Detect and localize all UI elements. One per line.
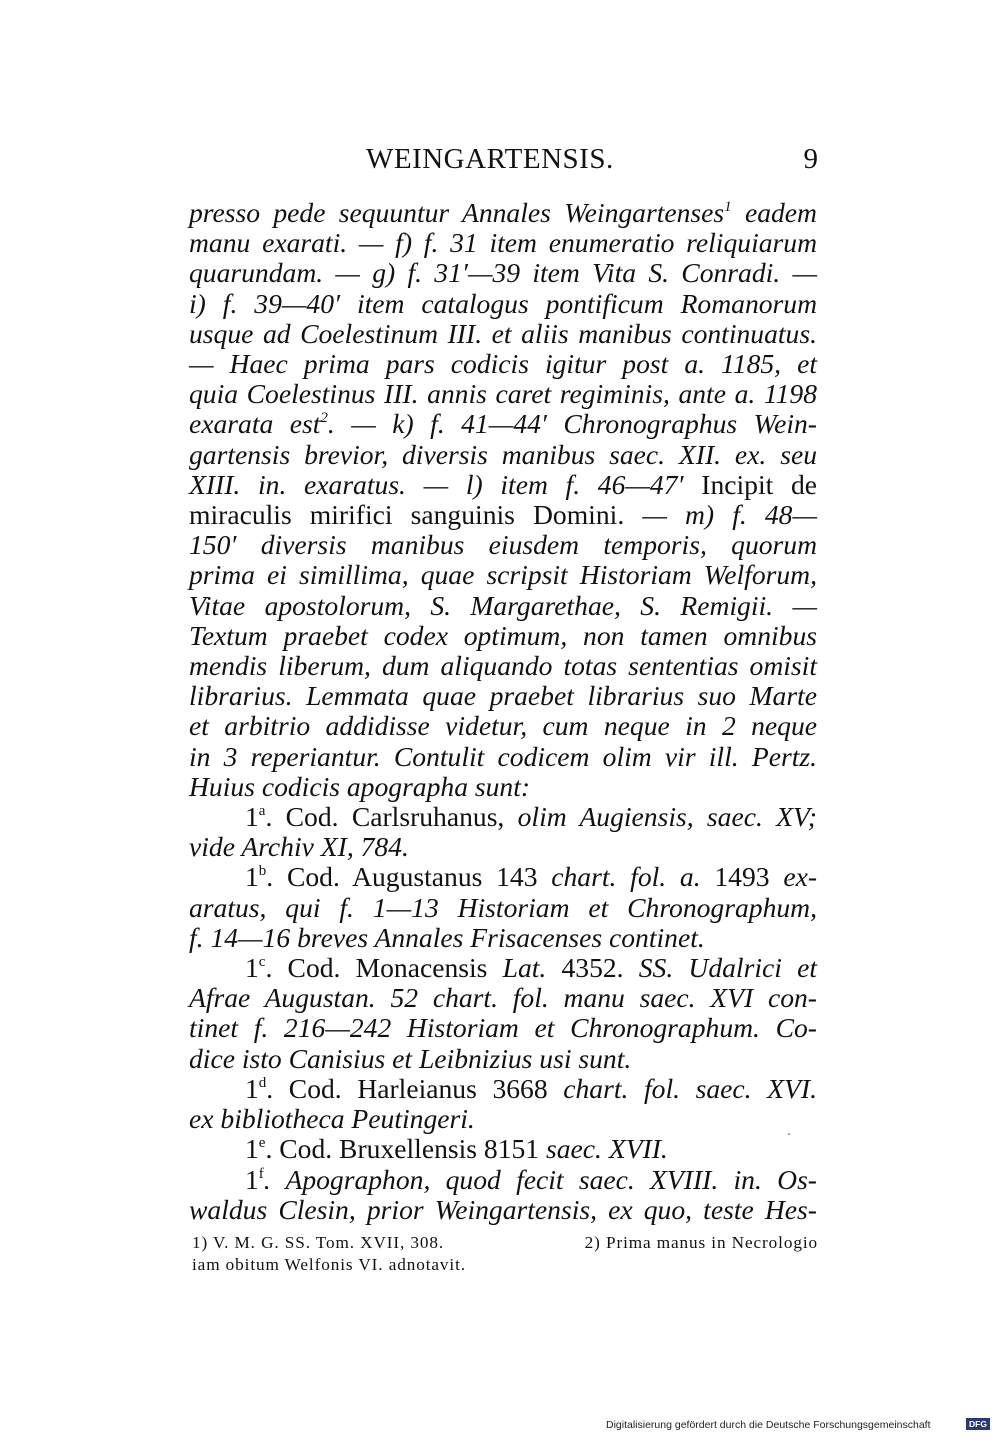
- apographon-entry: 1e. Cod. Bruxellensis 8151 saec. XVII.: [245, 1133, 668, 1165]
- text-line: prima ei simillima, quae scripsit Historiam Welforum,: [189, 559, 817, 591]
- text-line: XIII. in. exaratus. — l) item f. 46—47′ Incipit de: [189, 468, 817, 500]
- text-line: — Haec prima pars codicis igitur post a. 1185, et: [189, 348, 817, 380]
- text-line: usque ad Coelestinum III. et aliis manibus continuatus.: [189, 317, 817, 349]
- apographon-entry-cont: dice isto Canisius et Leibnizius usi sunt.: [189, 1042, 632, 1074]
- text-line: librarius. Lemmata quae praebet librarius suo Marte: [189, 680, 817, 712]
- text-line: exarata est$^2$. — k) f. 41—44′ Chronographus Wein-: [189, 408, 817, 440]
- speck-mark: [788, 1133, 790, 1135]
- text-line: miraculis mirifici sanguinis Domini. — m) f. 48—: [189, 499, 817, 531]
- running-header: [190, 143, 818, 183]
- text-line: presso pede sequuntur Annales Weingartenses$^1$ eadem: [189, 197, 817, 228]
- apographon-entry: 1$^b$. Cod. Augustanus 143 chart. fol. a. 1493 ex-: [245, 861, 818, 893]
- footnote-ref: 2: [320, 410, 328, 427]
- apographon-entry-cont: waldus Clesin, prior Weingartensis, ex quo, teste Hes-: [189, 1193, 817, 1225]
- apographon-entry: 1$^c$. Cod. Monacensis Lat. 4352. SS. Udalrici et: [245, 952, 817, 984]
- text-line: Huius codicis apographa sunt:: [189, 770, 531, 802]
- footnote-2-continued: iam obitum Welfonis VI. adnotavit.: [192, 1255, 466, 1274]
- apographon-entry-cont: tinet f. 216—242 Historiam et Chronographum. Co-: [189, 1012, 817, 1044]
- apographon-entry-cont: ex bibliotheca Peutingeri.: [189, 1103, 475, 1135]
- footnote-ref: 1: [724, 199, 732, 215]
- page-number: 9: [803, 143, 818, 175]
- text-line: 150′ diversis manibus eiusdem temporis, quorum: [189, 529, 817, 561]
- apographon-entry-cont: aratus, qui f. 1—13 Historiam et Chronographum,: [189, 891, 817, 923]
- apographon-entry: 1$^a$. Cod. Carlsruhanus, olim Augiensis, saec. XV;: [245, 801, 817, 833]
- apographon-entry: 1$^d$. Cod. Harleianus 3668 chart. fol. saec. XVI.: [245, 1072, 817, 1104]
- footnote-2: 2) Prima manus in Necrologio: [584, 1233, 818, 1252]
- text-line: quia Coelestinus III. annis caret regiminis, ante a. 1198: [189, 378, 817, 410]
- apographon-entry-cont: Afrae Augustan. 52 chart. fol. manu saec. XVI con-: [189, 982, 817, 1014]
- text-line: Vitae apostolorum, S. Margarethae, S. Remigii. —: [189, 589, 817, 621]
- text-line: i) f. 39—40′ item catalogus pontificum Romanorum: [189, 287, 817, 319]
- footnotes: [192, 1232, 818, 1276]
- text-line: in 3 reperiantur. Contulit codicem olim vir ill. Pertz.: [189, 740, 817, 772]
- apographon-entry-cont: vide Archiv XI, 784.: [189, 831, 409, 863]
- apographon-entry: 1$^f$. Apographon, quod fecit saec. XVIII. in. Os-: [245, 1163, 817, 1195]
- text-line: et arbitrio addidisse videtur, cum neque in 2 neque: [189, 710, 817, 742]
- text-line: manu exarati. — f) f. 31 item enumeratio reliquiarum: [189, 227, 817, 259]
- text-line: Textum praebet codex optimum, non tamen omnibus: [189, 619, 817, 651]
- dfg-logo: DFG: [966, 1418, 990, 1430]
- running-title: WEINGARTENSIS.: [366, 143, 614, 175]
- text-line: quarundam. — g) f. 31′—39 item Vita S. Conradi. —: [189, 257, 817, 289]
- footnote-1: 1) V. M. G. SS. Tom. XVII, 308.: [192, 1233, 445, 1252]
- body-text: [189, 198, 817, 1225]
- text-line: gartensis brevior, diversis manibus saec. XII. ex. seu: [189, 438, 817, 470]
- digitization-credit: Digitalisierung gefördert durch die Deutsche Forschungsgemeinschaft: [606, 1419, 931, 1431]
- text-line: mendis liberum, dum aliquando totas sententias omisit: [189, 650, 817, 682]
- apographon-entry-cont: f. 14—16 breves Annales Frisacenses continet.: [189, 921, 705, 953]
